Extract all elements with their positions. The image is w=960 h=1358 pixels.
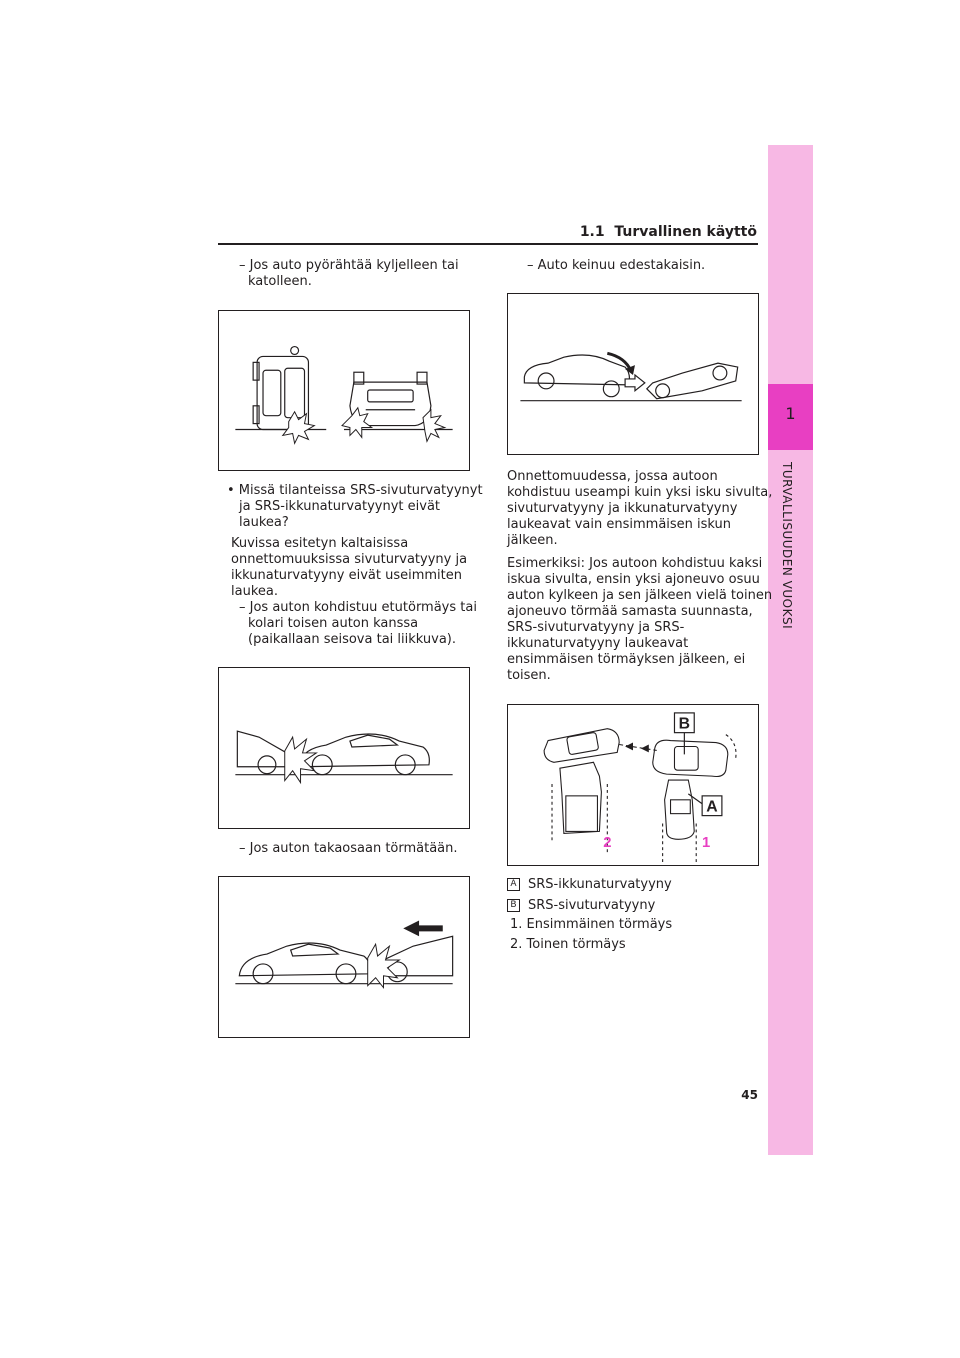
- legend-a: [507, 877, 672, 893]
- chapter-label: TURVALLISUUDEN VUOKSI: [780, 462, 794, 630]
- page-number: 45: [741, 1088, 758, 1102]
- item-rocking: – Auto keinuu edestakaisin.: [527, 258, 706, 273]
- step-2: 2. Toinen törmäys: [510, 937, 626, 952]
- rollover-illustration: [219, 311, 469, 470]
- right-p1-line-4: laukeavat vain ensimmäisen iskun: [507, 517, 732, 532]
- impact-label-2: 2: [603, 835, 612, 852]
- item-front-collision-3: (paikallaan seisova tai liikkuva).: [248, 632, 456, 647]
- item-front-collision-1: – Jos auton kohdistuu etutörmäys tai: [239, 600, 477, 615]
- arrow-icon: [403, 920, 443, 936]
- right-p2-line-2: iskua sivulta, ensin yksi ajoneuvo osuu: [507, 572, 760, 587]
- chapter-number: 1: [785, 404, 796, 423]
- right-p2-line-8: toisen.: [507, 668, 551, 683]
- label-a: A: [706, 798, 718, 816]
- item-rollover-cont: katolleen.: [248, 274, 312, 289]
- figure-front-collision: [218, 667, 470, 829]
- legend-a-text: SRS-ikkunaturvatyyny: [528, 877, 672, 892]
- right-p2-line-3: auton kylkeen ja sen jälkeen vielä toinen: [507, 588, 773, 603]
- paragraph-line-2: onnettomuuksissa sivuturvatyyny ja: [231, 552, 468, 567]
- step-1: 1. Ensimmäinen törmäys: [510, 917, 673, 932]
- figure-multi-impact: [507, 704, 759, 866]
- right-p1-line-1: Onnettomuudessa, jossa autoon: [507, 469, 718, 484]
- section-number: 1.1: [579, 224, 605, 240]
- item-rear-collision: – Jos auton takaosaan törmätään.: [239, 841, 458, 856]
- figure-rocking: [507, 293, 759, 455]
- header-rule: [218, 243, 758, 245]
- chapter-strip: [768, 145, 813, 1155]
- impact-label-1: 1: [701, 835, 711, 852]
- rocking-illustration: [508, 294, 758, 454]
- item-front-collision-2: kolari toisen auton kanssa: [248, 616, 419, 631]
- section-header: [580, 224, 757, 240]
- right-p1-line-3: sivuturvatyyny ja ikkunaturvatyyny: [507, 501, 738, 516]
- legend-b-text: SRS-sivuturvatyyny: [528, 898, 656, 913]
- label-b: B: [678, 715, 691, 733]
- paragraph-line-4: laukea.: [231, 584, 278, 599]
- item-rollover: – Jos auto pyörähtää kyljelleen tai: [239, 258, 459, 273]
- figure-rear-collision: [218, 876, 470, 1038]
- right-p1-line-5: jälkeen.: [507, 533, 558, 548]
- right-p2-line-5: SRS-sivuturvatyyny ja SRS-: [507, 620, 685, 635]
- front-collision-illustration: [219, 668, 469, 828]
- right-p2-line-1: Esimerkiksi: Jos autoon kohdistuu kaksi: [507, 556, 763, 571]
- legend-b-key: B: [507, 899, 520, 912]
- right-p2-line-7: ensimmäisen törmäyksen jälkeen, ei: [507, 652, 746, 667]
- bullet-question-2: ja SRS-ikkunaturvatyynyt eivät: [239, 499, 441, 514]
- paragraph-line-1: Kuvissa esitetyn kaltaisissa: [231, 536, 409, 551]
- multi-impact-illustration: [508, 705, 758, 865]
- legend-a-key: A: [507, 878, 520, 891]
- paragraph-line-3: ikkunaturvatyyny eivät useimmiten: [231, 568, 462, 583]
- right-p1-line-2: kohdistuu useampi kuin yksi isku sivulta,: [507, 485, 773, 500]
- arrow-right-icon: [625, 375, 645, 391]
- rear-collision-illustration: [219, 877, 469, 1037]
- right-p2-line-4: ajoneuvo törmää samasta suunnasta,: [507, 604, 753, 619]
- section-title: Turvallinen käyttö: [614, 224, 757, 240]
- figure-rollover: [218, 310, 470, 471]
- right-p2-line-6: ikkunaturvatyyny laukeavat: [507, 636, 689, 651]
- bullet-question-3: laukea?: [239, 515, 289, 530]
- legend-b: [507, 898, 655, 914]
- bullet-question-1: • Missä tilanteissa SRS-sivuturvatyynyt: [227, 483, 483, 498]
